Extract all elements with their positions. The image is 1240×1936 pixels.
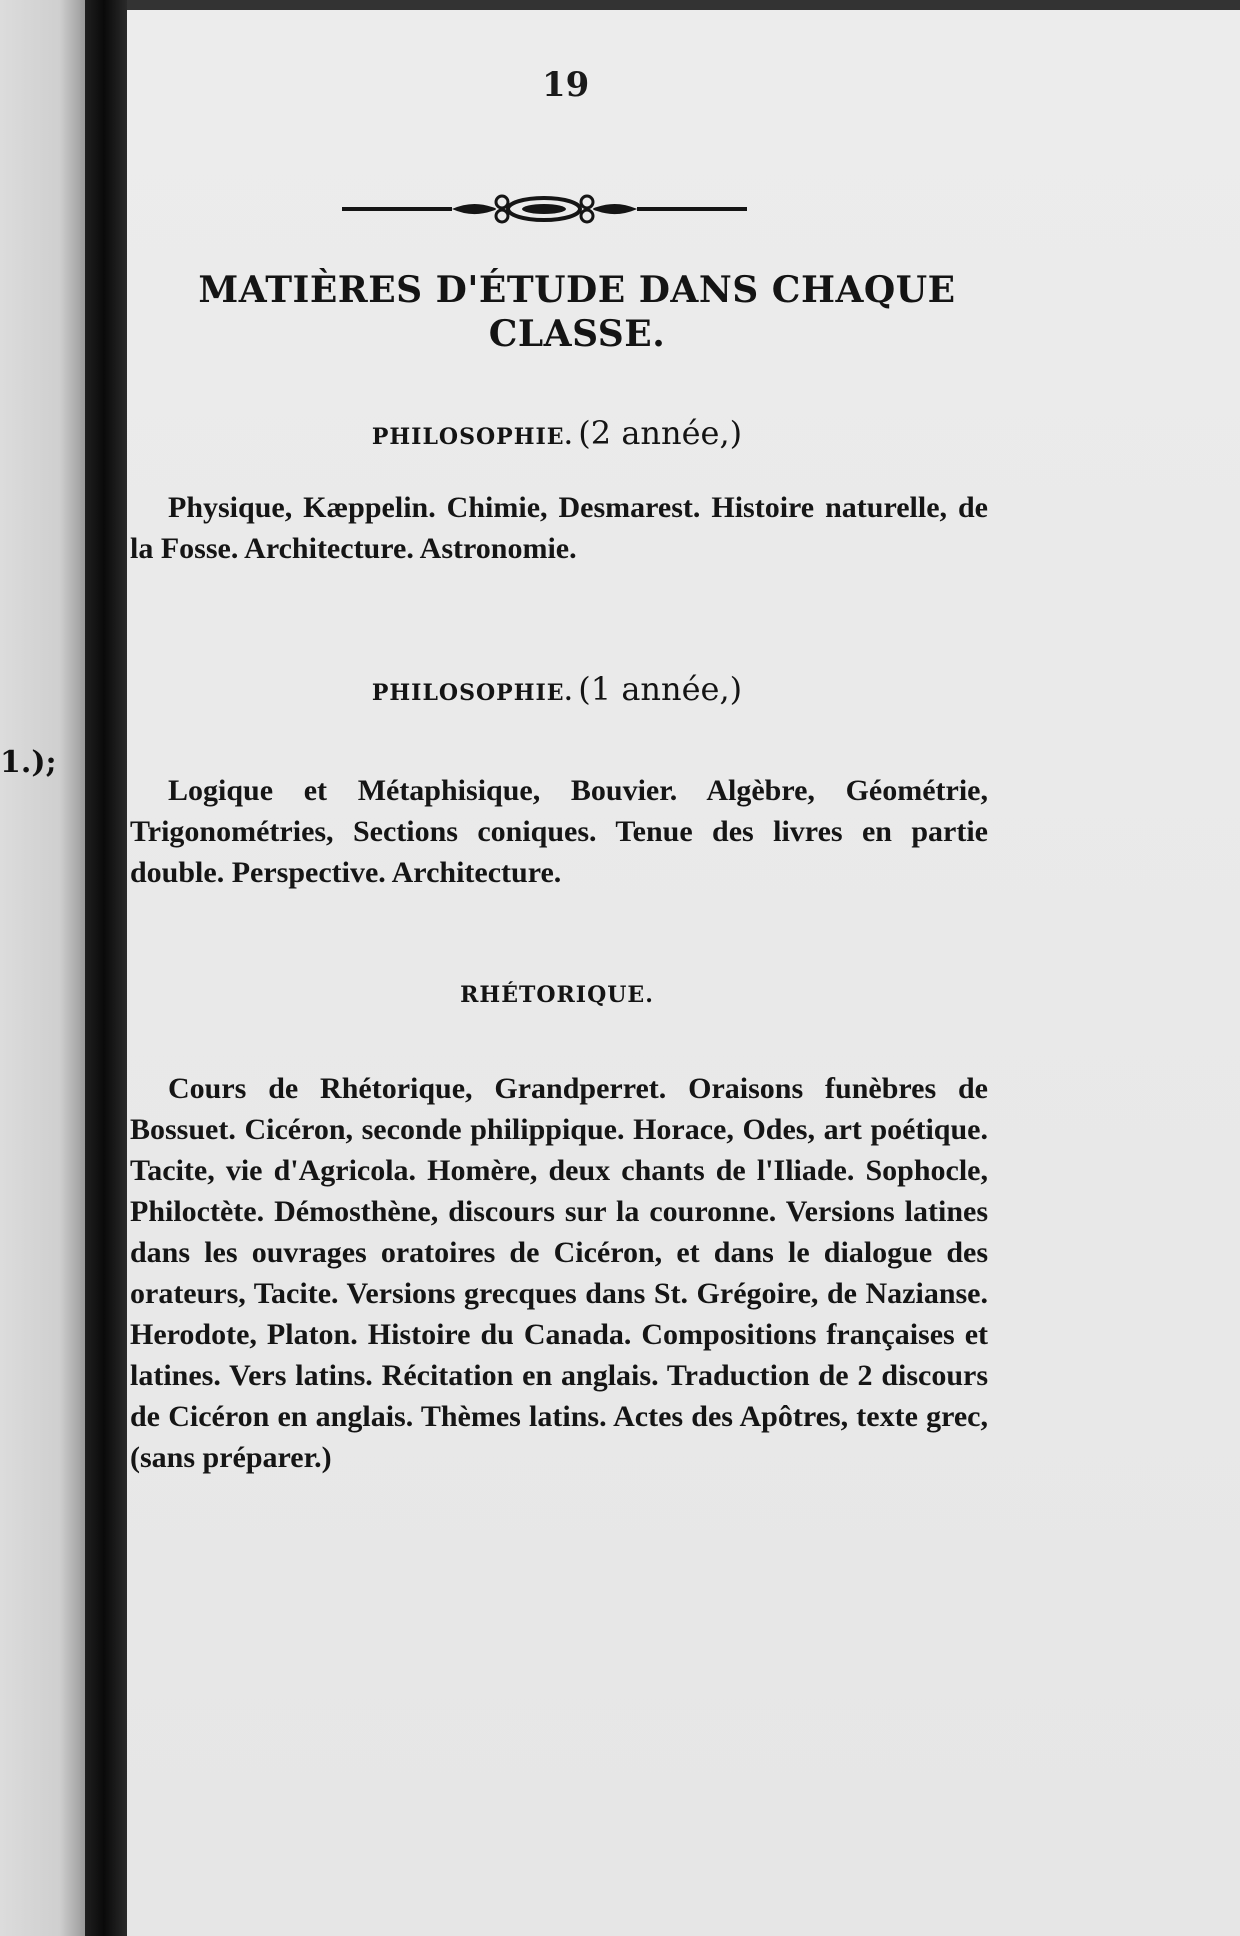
title-line-2: CLASSE. — [488, 313, 666, 355]
ornamental-rule — [342, 188, 747, 230]
section-heading-label: RHÉTORIQUE. — [460, 982, 654, 1008]
section-heading-suffix: (2 année,) — [578, 414, 743, 452]
section-heading-philosophie-1 — [127, 670, 987, 708]
section-heading-rhetorique — [127, 972, 987, 1010]
title-line-1: MATIÈRES D'ÉTUDE DANS CHAQUE — [198, 269, 956, 311]
section-text-rhetorique: Cours de Rhétorique, Grandperret. Oraisons funèbres de Bossuet. Cicéron, seconde philippique. Horace, Odes, art poétique. Tacite, vie d'Agricola. Homère, deux chants de l'Iliade. Sophocle, Philoctète. Démosthène, discours sur la couronne. Versions latines dans les ouvrages oratoires de Cicéron, et dans le dialogue des orateurs, Tacite. Versions grecques dans St. Grégoire, de Nazianse. Herodote, Platon. Histoire du Canada. Compositions françaises et latines. Vers latins. Récitation en anglais. Traduction de 2 discours de Cicéron en anglais. Thèmes latins. Actes des Apôtres, texte grec, (sans préparer.) — [130, 1072, 988, 1474]
section-heading-label: PHILOSOPHIE. — [371, 424, 574, 450]
section-heading-suffix: (1 année,) — [578, 670, 743, 708]
section-text-philosophie-1: Logique et Métaphisique, Bouvier. Algèbre, Géométrie, Trigonométries, Sections coniques. Tenue des livres en partie double. Perspective. Architecture. — [130, 774, 988, 889]
section-heading-label: PHILOSOPHIE. — [371, 680, 574, 706]
page-title — [157, 268, 997, 356]
facing-page-text-fragment: 1.); — [0, 745, 57, 780]
section-text-philosophie-2: Physique, Kæppelin. Chimie, Desmarest. Histoire naturelle, de la Fosse. Architecture. Astronomie. — [130, 491, 988, 565]
book-gutter — [85, 0, 127, 1936]
page-top-edge — [127, 0, 1240, 10]
page-number: 19 — [542, 65, 590, 105]
book-page — [0, 10, 1240, 1936]
facing-page-edge — [0, 0, 85, 1936]
section-heading-philosophie-2 — [127, 414, 987, 452]
